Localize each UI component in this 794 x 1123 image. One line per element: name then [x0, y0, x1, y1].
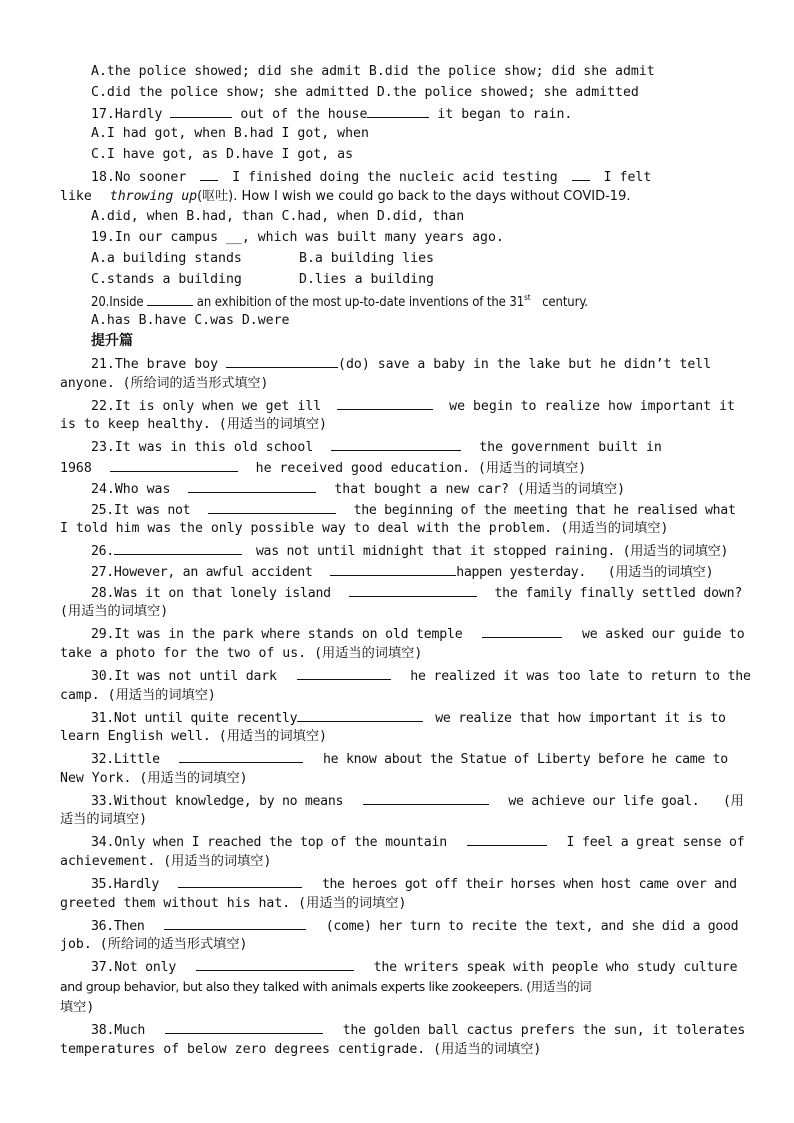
answer-blank[interactable]	[330, 561, 456, 576]
q36-text-b: (come) her turn to recite the text, and she did a good	[325, 919, 739, 934]
q30-text-a: 30.It was not until dark	[91, 669, 277, 684]
q37-text-a: 37.Not only	[91, 960, 177, 975]
q24-text-a: 24.Who was	[91, 482, 171, 497]
q18-text-b: I finished doing the nucleic acid testing	[232, 170, 558, 185]
q35-stem	[91, 873, 737, 895]
answer-blank[interactable]	[208, 499, 336, 514]
q18-line2-a: like	[60, 189, 92, 204]
q25-stem	[91, 499, 734, 521]
q30-stem	[91, 665, 751, 687]
q25-line2: I told him was the only possible way to deal with the problem. (用适当的词填空)	[60, 521, 669, 536]
q37-stem	[91, 956, 738, 978]
q37-line3: 填空)	[60, 1000, 95, 1015]
q20-superscript: st	[524, 293, 531, 302]
q38-text-b: the golden ball cactus prefers the sun, it tolerates	[342, 1023, 746, 1038]
q33-line2: 适当的词填空)	[60, 812, 148, 827]
q21-line2: anyone. (所给词的适当形式填空)	[60, 376, 269, 391]
q31-text-a: 31.Not until quite recently	[91, 711, 298, 726]
q35-text-a: 35.Hardly	[91, 877, 159, 892]
q17-text-a: 17.Hardly	[91, 107, 163, 122]
q26-text-a: 26.	[91, 544, 114, 559]
q37-text-b: the writers speak with people who study culture	[373, 960, 738, 975]
q35-line2: greeted them without his hat. (用适当的词填空)	[60, 896, 407, 911]
q27-text-a: 27.However, an awful accident	[91, 565, 313, 580]
q35-text-b: the heroes got off their horses when host came over and	[321, 877, 737, 892]
q33-text-c: (用	[723, 794, 744, 809]
q18-stem-line2	[60, 187, 734, 207]
q36-text-a: 36.Then	[91, 919, 145, 934]
answer-blank[interactable]	[114, 540, 242, 555]
q23-line2	[60, 457, 734, 479]
q32-text-b: he know about the Statue of Liberty before he came to	[323, 752, 728, 767]
answer-blank[interactable]	[188, 478, 316, 493]
q27-text-c: (用适当的词填空)	[607, 565, 714, 580]
q18-options: A.did, when B.had, than C.had, when D.did, than	[91, 209, 465, 224]
q20-text-c: century.	[542, 295, 588, 310]
q23-line2-b: he received good education. (用适当的词填空)	[255, 461, 587, 476]
q29-line2: take a photo for the two of us. (用适当的词填空)	[60, 646, 423, 661]
q23-stem	[91, 436, 734, 458]
q19-option-b: B.a building lies	[299, 251, 434, 266]
q32-line2: New York. (用适当的词填空)	[60, 771, 248, 786]
q18-text-c: I felt	[603, 170, 652, 185]
q30-text-b: he realized it was too late to return to the	[410, 669, 751, 684]
q18-text-a: 18.No sooner	[91, 170, 187, 185]
answer-blank[interactable]	[337, 395, 433, 410]
q38-text-a: 38.Much	[91, 1023, 146, 1038]
q28-text-b: the family finally settled down?	[494, 586, 743, 601]
q26-stem	[91, 540, 734, 562]
answer-blank[interactable]	[363, 790, 489, 805]
q17-options-line2: C.I have got, as D.have I got, as	[91, 147, 354, 162]
q18-italic-phrase: throwing up	[109, 189, 198, 204]
answer-blank[interactable]	[297, 665, 391, 680]
answer-blank[interactable]	[572, 166, 590, 181]
q18-line2-b: (呕吐). How I wish we could go back to the days without COVID-19.	[197, 189, 631, 204]
q36-stem	[91, 915, 739, 937]
q21-text-b: (do) save a baby in the lake but he didn’t tell	[338, 357, 712, 372]
q23-text-a: 23.It was in this old school	[91, 440, 314, 455]
q34-text-a: 34.Only when I reached the top of the mountain	[91, 835, 448, 850]
answer-blank[interactable]	[367, 103, 429, 118]
q16-options-line1: A.the police showed; did she admit B.did the police show; did she admit	[91, 64, 655, 79]
q32-text-a: 32.Little	[91, 752, 160, 767]
q19-option-c: C.stands a building	[91, 272, 242, 287]
q29-stem	[91, 623, 745, 645]
q33-stem	[91, 790, 744, 812]
q19-options-line1	[91, 249, 734, 269]
q16-options-line2: C.did the police show; she admitted D.the police showed; she admitted	[91, 85, 639, 100]
q20-text-a: 20.Inside	[91, 295, 144, 310]
answer-blank[interactable]	[226, 353, 338, 368]
q22-text-a: 22.It is only when we get ill	[91, 399, 322, 414]
answer-blank[interactable]	[165, 1019, 323, 1034]
answer-blank[interactable]	[200, 166, 218, 181]
answer-blank[interactable]	[482, 623, 562, 638]
q34-line2: achievement. (用适当的词填空)	[60, 854, 272, 869]
q20-options: A.has B.have C.was D.were	[91, 313, 290, 328]
q17-stem	[91, 103, 734, 125]
answer-blank[interactable]	[170, 103, 232, 118]
answer-blank[interactable]	[297, 707, 423, 722]
q38-line2: temperatures of below zero degrees centigrade. (用适当的词填空)	[60, 1042, 542, 1057]
q31-stem	[91, 707, 734, 729]
q19-option-d: D.lies a building	[299, 272, 434, 287]
answer-blank[interactable]	[178, 873, 302, 888]
q23-line2-a: 1968	[60, 461, 92, 476]
q37-line2: and group behavior, but also they talked with animals experts like zookeepers. (用适当的词	[60, 979, 592, 994]
q27-stem	[91, 561, 734, 583]
q17-text-c: it began to rain.	[437, 107, 573, 122]
q28-line2: (用适当的词填空)	[60, 604, 169, 619]
q22-text-b: we begin to realize how important it	[449, 399, 735, 414]
q24-stem	[91, 478, 734, 500]
q34-stem	[91, 831, 745, 853]
q36-line2: job. (所给词的适当形式填空)	[60, 937, 248, 952]
q28-stem	[91, 582, 743, 604]
q27-text-b: happen yesterday.	[456, 565, 587, 580]
q29-text-a: 29.It was in the park where stands on old temple	[91, 627, 463, 642]
q31-text-b: we realize that how important it is to	[435, 711, 726, 726]
q17-options-line1: A.I had got, when B.had I got, when	[91, 126, 369, 141]
q25-text-b: the beginning of the meeting that he realised what	[353, 503, 736, 518]
answer-blank[interactable]	[331, 436, 461, 451]
q21-stem	[91, 353, 734, 375]
q30-line2: camp. (用适当的词填空)	[60, 688, 216, 703]
q21-text-a: 21.The brave boy	[91, 357, 219, 372]
answer-blank[interactable]	[179, 748, 303, 763]
q26-text-b: was not until midnight that it stopped raining. (用适当的词填空)	[255, 544, 729, 559]
q31-line2: learn English well. (用适当的词填空)	[60, 729, 327, 744]
q22-line2: is to keep healthy. (用适当的词填空)	[60, 417, 327, 432]
q24-text-b: that bought a new car? (用适当的词填空)	[334, 482, 626, 497]
q33-text-a: 33.Without knowledge, by no means	[91, 794, 344, 809]
q33-text-b: we achieve our life goal.	[508, 794, 700, 809]
q29-text-b: we asked our guide to	[582, 627, 745, 642]
section-title: 提升篇	[91, 333, 133, 349]
q19-option-a: A.a building stands	[91, 251, 242, 266]
q19-options-line2	[91, 270, 734, 290]
q20-stem	[91, 291, 734, 313]
answer-blank[interactable]	[110, 457, 238, 472]
q22-stem	[91, 395, 734, 417]
q25-text-a: 25.It was not	[91, 503, 191, 518]
answer-blank[interactable]	[147, 291, 193, 306]
answer-blank[interactable]	[467, 831, 547, 846]
q23-text-b: the government built in	[479, 440, 662, 455]
answer-blank[interactable]	[349, 582, 477, 597]
q28-text-a: 28.Was it on that lonely island	[91, 586, 331, 601]
q17-text-b: out of the house	[240, 107, 368, 122]
q34-text-b: I feel a great sense of	[566, 835, 745, 850]
q19-stem: 19.In our campus __, which was built many years ago.	[91, 230, 504, 245]
answer-blank[interactable]	[196, 956, 354, 971]
q20-text-b: an exhibition of the most up-to-date inventions of the 31	[196, 295, 525, 310]
q38-stem	[91, 1019, 746, 1041]
q32-stem	[91, 748, 734, 770]
q18-stem	[91, 166, 734, 188]
answer-blank[interactable]	[164, 915, 306, 930]
